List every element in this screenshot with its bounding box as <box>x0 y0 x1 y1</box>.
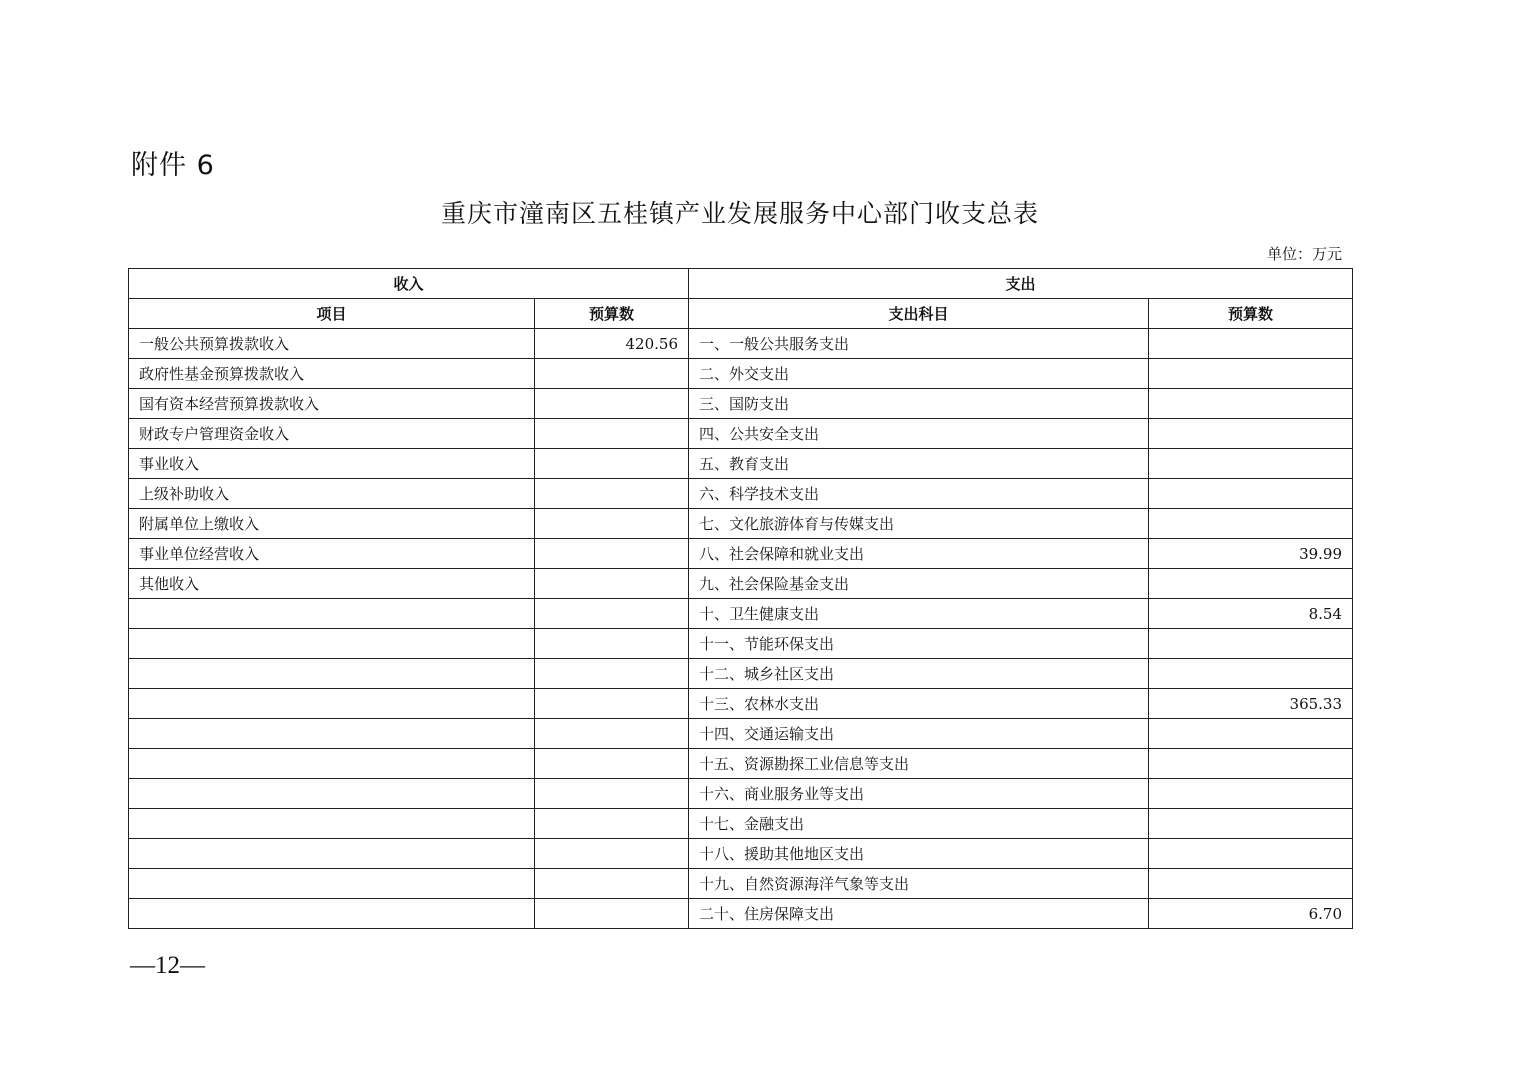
income-budget-cell <box>535 509 689 539</box>
table-row <box>129 509 1353 539</box>
income-budget-cell <box>535 839 689 869</box>
income-item-cell: 事业收入 <box>129 449 535 479</box>
income-budget-cell <box>535 629 689 659</box>
income-item-cell <box>129 809 535 839</box>
expense-item-cell: 二十、住房保障支出 <box>689 899 1149 929</box>
income-budget-cell <box>535 779 689 809</box>
expense-budget-cell <box>1149 509 1353 539</box>
expense-budget-cell <box>1149 659 1353 689</box>
expense-item-cell: 十二、城乡社区支出 <box>689 659 1149 689</box>
income-budget-cell <box>535 869 689 899</box>
income-item-cell <box>129 659 535 689</box>
income-item-cell <box>129 899 535 929</box>
table-row <box>129 419 1353 449</box>
expense-budget-header: 预算数 <box>1149 299 1353 329</box>
income-budget-cell <box>535 389 689 419</box>
income-item-cell <box>129 839 535 869</box>
income-budget-cell <box>535 479 689 509</box>
expense-item-cell: 十一、节能环保支出 <box>689 629 1149 659</box>
expense-item-cell: 十八、援助其他地区支出 <box>689 839 1149 869</box>
expense-budget-cell <box>1149 779 1353 809</box>
income-budget-cell <box>535 809 689 839</box>
expense-item-cell: 十、卫生健康支出 <box>689 599 1149 629</box>
income-budget-cell <box>535 599 689 629</box>
expense-item-cell: 八、社会保障和就业支出 <box>689 539 1149 569</box>
expense-item-cell: 二、外交支出 <box>689 359 1149 389</box>
expense-budget-cell <box>1149 569 1353 599</box>
document-title: 重庆市潼南区五桂镇产业发展服务中心部门收支总表 <box>440 199 1039 228</box>
table-row <box>129 479 1353 509</box>
income-group-header: 收入 <box>129 269 689 299</box>
expense-budget-cell <box>1149 419 1353 449</box>
expense-budget-cell <box>1149 449 1353 479</box>
table-row <box>129 659 1353 689</box>
expense-item-header: 支出科目 <box>689 299 1149 329</box>
expense-item-cell: 三、国防支出 <box>689 389 1149 419</box>
expense-item-cell: 十四、交通运输支出 <box>689 719 1149 749</box>
income-item-cell: 其他收入 <box>129 569 535 599</box>
income-budget-cell <box>535 659 689 689</box>
expense-budget-cell <box>1149 809 1353 839</box>
table-row <box>129 539 1353 569</box>
income-item-cell: 上级补助收入 <box>129 479 535 509</box>
expense-budget-cell <box>1149 329 1353 359</box>
table-row <box>129 359 1353 389</box>
expense-budget-cell <box>1149 389 1353 419</box>
expense-budget-cell: 39.99 <box>1149 539 1353 569</box>
table-row <box>129 689 1353 719</box>
income-budget-cell <box>535 689 689 719</box>
expense-item-cell: 九、社会保险基金支出 <box>689 569 1149 599</box>
expense-item-cell: 六、科学技术支出 <box>689 479 1149 509</box>
income-budget-cell <box>535 359 689 389</box>
expense-item-cell: 十三、农林水支出 <box>689 689 1149 719</box>
expense-budget-cell <box>1149 869 1353 899</box>
income-budget-cell <box>535 899 689 929</box>
expense-item-cell: 七、文化旅游体育与传媒支出 <box>689 509 1149 539</box>
expense-item-cell: 一、一般公共服务支出 <box>689 329 1149 359</box>
table-row <box>129 719 1353 749</box>
income-budget-header: 预算数 <box>535 299 689 329</box>
expense-budget-cell: 8.54 <box>1149 599 1353 629</box>
income-budget-cell: 420.56 <box>535 329 689 359</box>
table-row <box>129 569 1353 599</box>
table-body <box>129 329 1353 929</box>
table-row <box>129 899 1353 929</box>
table-row <box>129 629 1353 659</box>
table-row <box>129 449 1353 479</box>
table-row <box>129 599 1353 629</box>
income-item-cell: 国有资本经营预算拨款收入 <box>129 389 535 419</box>
expense-budget-cell: 365.33 <box>1149 689 1353 719</box>
table-row <box>129 779 1353 809</box>
income-item-cell <box>129 629 535 659</box>
income-item-cell: 一般公共预算拨款收入 <box>129 329 535 359</box>
income-item-cell: 附属单位上缴收入 <box>129 509 535 539</box>
income-budget-cell <box>535 719 689 749</box>
table-row <box>129 839 1353 869</box>
table-row <box>129 809 1353 839</box>
income-item-cell <box>129 779 535 809</box>
expense-item-cell: 十五、资源勘探工业信息等支出 <box>689 749 1149 779</box>
income-budget-cell <box>535 539 689 569</box>
expense-budget-cell <box>1149 749 1353 779</box>
expense-budget-cell: 6.70 <box>1149 899 1353 929</box>
unit-label: 单位：万元 <box>1266 245 1342 263</box>
income-item-cell: 财政专户管理资金收入 <box>129 419 535 449</box>
income-budget-cell <box>535 449 689 479</box>
income-item-header: 项目 <box>129 299 535 329</box>
income-budget-cell <box>535 749 689 779</box>
expense-budget-cell <box>1149 629 1353 659</box>
expense-item-cell: 十六、商业服务业等支出 <box>689 779 1149 809</box>
expense-budget-cell <box>1149 359 1353 389</box>
expense-item-cell: 十九、自然资源海洋气象等支出 <box>689 869 1149 899</box>
expense-item-cell: 四、公共安全支出 <box>689 419 1149 449</box>
attachment-label: 附件 6 <box>131 150 215 181</box>
expense-budget-cell <box>1149 479 1353 509</box>
expense-budget-cell <box>1149 839 1353 869</box>
page-number: —12— <box>130 952 205 979</box>
income-budget-cell <box>535 569 689 599</box>
income-item-cell: 事业单位经营收入 <box>129 539 535 569</box>
expense-item-cell: 十七、金融支出 <box>689 809 1149 839</box>
income-item-cell <box>129 719 535 749</box>
income-item-cell <box>129 599 535 629</box>
sub-header-row <box>129 299 1353 329</box>
income-item-cell: 政府性基金预算拨款收入 <box>129 359 535 389</box>
table-row <box>129 389 1353 419</box>
income-item-cell <box>129 749 535 779</box>
income-item-cell <box>129 869 535 899</box>
table-row <box>129 749 1353 779</box>
expense-budget-cell <box>1149 719 1353 749</box>
budget-summary-table <box>128 268 1353 929</box>
income-item-cell <box>129 689 535 719</box>
table-row <box>129 869 1353 899</box>
income-budget-cell <box>535 419 689 449</box>
expense-item-cell: 五、教育支出 <box>689 449 1149 479</box>
table-row <box>129 329 1353 359</box>
expense-group-header: 支出 <box>689 269 1353 299</box>
group-header-row <box>129 269 1353 299</box>
